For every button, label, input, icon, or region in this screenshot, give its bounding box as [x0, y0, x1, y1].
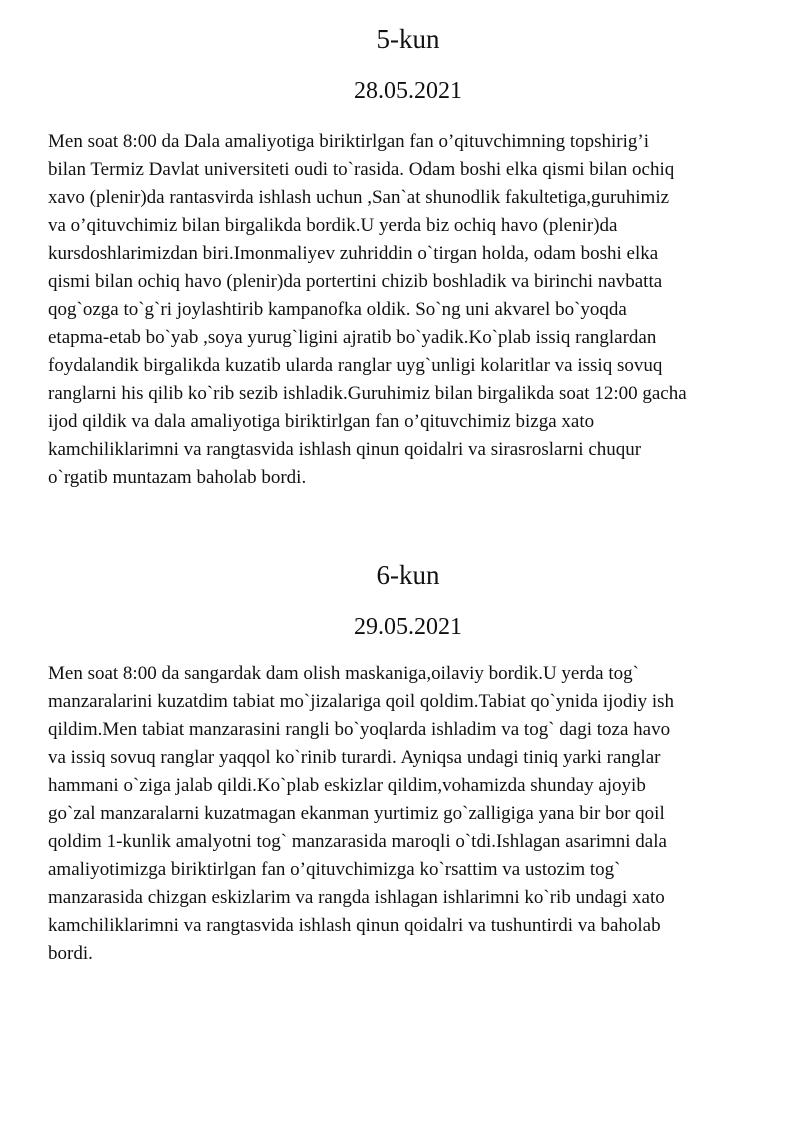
text-line: qismi bilan ochiq havo (plenir)da portertini chizib boshladik va birinchi navbatta: [48, 271, 663, 292]
text-line: etapma-etab bo`yab ,soya yurug`ligini ajratib bo`yadik.Ko`plab issiq ranglardan: [48, 327, 657, 348]
text-line: ijod qildik va dala amaliyotiga biriktirlgan fan o’qituvchimiz bizga xato: [48, 411, 595, 432]
day-section-5: [48, 20, 768, 492]
text-line: va issiq sovuq ranglar yaqqol ko`rinib turardi. Ayniqsa undagi tiniq yarki ranglar: [48, 747, 661, 768]
text-line: qildim.Men tabiat manzarasini rangli bo`yoqlarda ishladim va tog` dagi toza havo: [48, 719, 671, 740]
text-line: manzaralarini kuzatdim tabiat mo`jizalariga qoil qoldim.Tabiat qo`ynida ijodiy ish: [48, 691, 675, 712]
text-line: bilan Termiz Davlat universiteti oudi to`rasida. Odam boshi elka qismi bilan ochiq: [48, 159, 675, 180]
day-report-text: [48, 128, 768, 492]
day-section-6: [48, 556, 768, 968]
day-report-text: [48, 660, 768, 968]
text-line: xavo (plenir)da rantasvirda ishlash uchun ,San`at shunodlik fakultetiga,guruhimiz: [48, 187, 670, 208]
text-line: o`rgatib muntazam baholab bordi.: [48, 467, 307, 488]
text-line: Men soat 8:00 da sangardak dam olish maskaniga,oilaviy bordik.U yerda tog`: [48, 663, 639, 684]
text-line: amaliyotimizga biriktirlgan fan o’qituvchimizga ko`rsattim va ustozim tog`: [48, 859, 621, 880]
text-line: go`zal manzaralarni kuzatmagan ekanman yurtimiz go`zalligiga yana bir bor qoil: [48, 803, 665, 824]
text-line: qog`ozga to`g`ri joylashtirib kampanofka oldik. So`ng uni akvarel bo`yoqda: [48, 299, 627, 320]
text-line: hammani o`ziga jalab qildi.Ko`plab eskizlar qildim,vohamizda shunday ajoyib: [48, 775, 646, 796]
text-line: manzarasida chizgan eskizlarim va rangda ishlagan ishlarimni ko`rib undagi xato: [48, 887, 665, 908]
text-line: qoldim 1-kunlik amalyotni tog` manzarasida maroqli o`tdi.Ishlagan asarimni dala: [48, 831, 667, 852]
day-title: 6-kun: [376, 560, 440, 590]
day-date: 29.05.2021: [354, 614, 462, 640]
day-date: 28.05.2021: [354, 78, 462, 104]
text-line: Men soat 8:00 da Dala amaliyotiga biriktirlgan fan o’qituvchimning topshirig’i: [48, 131, 650, 152]
text-line: va o’qituvchimiz bilan birgalikda bordik.U yerda biz ochiq havo (plenir)da: [48, 215, 618, 236]
text-line: ranglarni his qilib ko`rib sezib ishladik.Guruhimiz bilan birgalikda soat 12:00 gacha: [48, 383, 687, 404]
text-line: bordi.: [48, 943, 93, 964]
text-line: foydalandik birgalikda kuzatib ularda ranglar uyg`unligi kolaritlar va issiq sovuq: [48, 355, 663, 376]
text-line: kursdoshlarimizdan biri.Imonmaliyev zuhriddin o`tirgan holda, odam boshi elka: [48, 243, 659, 264]
text-line: kamchiliklarimni va rangtasvida ishlash qinun qoidalri va tushuntirdi va baholab: [48, 915, 661, 936]
text-line: kamchiliklarimni va rangtasvida ishlash qinun qoidalri va sirasroslarni chuqur: [48, 439, 642, 460]
day-title: 5-kun: [376, 24, 440, 54]
